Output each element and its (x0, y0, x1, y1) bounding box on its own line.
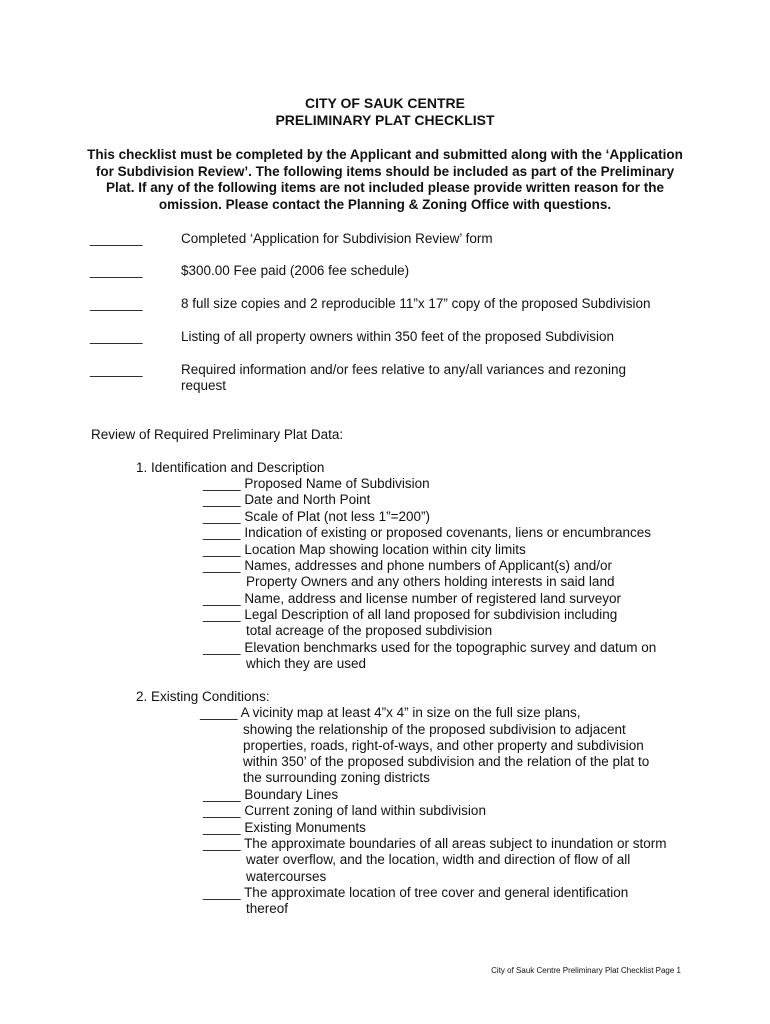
item-blank[interactable]: _____ (203, 787, 241, 802)
item-blank[interactable]: _____ (203, 542, 241, 557)
section-2-item-continued: showing the relationship of the proposed subdivision to adjacent (243, 722, 626, 737)
section-1-item (203, 558, 612, 574)
section-1-item (203, 509, 430, 525)
item-text: Existing Monuments (244, 820, 366, 835)
item-text: Scale of Plat (not less 1”=200”) (244, 509, 431, 524)
section-1-item (203, 525, 651, 541)
section-2-item-continued: properties, roads, right-of-ways, and other property and subdivision (243, 738, 644, 753)
checklist-blank[interactable]: _______ (90, 329, 143, 344)
checklist-blank[interactable]: _______ (90, 296, 143, 311)
section-1-item (203, 607, 617, 623)
item-blank[interactable]: _____ (203, 640, 241, 655)
item-text: The approximate boundaries of all areas subject to inundation or storm (244, 836, 667, 851)
item-blank[interactable]: _____ (203, 476, 241, 491)
section-1-item-continued: Property Owners and any others holding interests in said land (246, 574, 615, 589)
section-2-item-continued: water overflow, and the location, width and direction of flow of all (246, 852, 631, 867)
section-2-item-continued: the surrounding zoning districts (243, 770, 430, 785)
checklist-item-text: Listing of all property owners within 350 feet of the proposed Subdivision (181, 329, 615, 344)
checklist-item-text: Required information and/or fees relative to any/all variances and rezoning (181, 362, 627, 377)
section-1-item-continued: total acreage of the proposed subdivision (246, 623, 493, 638)
item-text: Current zoning of land within subdivision (244, 803, 486, 818)
item-text: A vicinity map at least 4”x 4” in size on the full size plans, (240, 705, 581, 720)
section-1-item (203, 591, 621, 607)
section-2-item (203, 836, 667, 852)
item-blank[interactable]: _____ (203, 885, 241, 900)
section-1-item (203, 492, 370, 508)
item-blank[interactable]: _____ (203, 836, 241, 851)
section-1-item-continued: which they are used (246, 656, 367, 671)
item-blank[interactable]: _____ (203, 492, 241, 507)
section-2-item (203, 885, 628, 901)
item-text: The approximate location of tree cover and general identification (244, 885, 629, 900)
item-text: Location Map showing location within city limits (244, 542, 526, 557)
item-blank[interactable]: _____ (203, 591, 241, 606)
item-blank[interactable]: _____ (203, 525, 241, 540)
item-blank[interactable]: _____ (203, 803, 241, 818)
item-text: Proposed Name of Subdivision (244, 476, 430, 491)
checklist-blank[interactable]: _______ (90, 231, 143, 246)
item-text: Names, addresses and phone numbers of Applicant(s) and/or (244, 558, 613, 573)
section-1-item (203, 640, 656, 656)
item-blank[interactable]: _____ (200, 705, 238, 720)
checklist-item-text-continued: request (181, 378, 227, 393)
document-title-line-1: CITY OF SAUK CENTRE (305, 95, 465, 111)
item-text: Date and North Point (244, 492, 371, 507)
item-blank[interactable]: _____ (203, 820, 241, 835)
checklist-item-text: 8 full size copies and 2 reproducible 11”x 17” copy of the proposed Subdivision (181, 296, 651, 311)
section-2-item (203, 787, 338, 803)
document-title-line-2: PRELIMINARY PLAT CHECKLIST (275, 112, 495, 128)
section-2-item-continued: within 350’ of the proposed subdivision and the relation of the plat to (243, 754, 650, 769)
section-2-heading: 2. Existing Conditions: (136, 689, 270, 704)
section-2-item (203, 820, 366, 836)
section-1-item (203, 476, 430, 492)
review-heading: Review of Required Preliminary Plat Data: (91, 427, 344, 442)
item-blank[interactable]: _____ (203, 558, 241, 573)
item-text: Indication of existing or proposed covenants, liens or encumbrances (244, 525, 652, 540)
checklist-blank[interactable]: _______ (90, 263, 143, 278)
intro-paragraph: This checklist must be completed by the Applicant and submitted along with the ‘Application for Subdivision Review’. The following items should be included as part of the Preliminary Plat. If any of the following items are not included please provide written reason for the omission. Please contact the Planning & Zoning Office with questions. (87, 147, 683, 212)
item-blank[interactable]: _____ (203, 509, 241, 524)
item-text: Boundary Lines (244, 787, 339, 802)
checklist-blank[interactable]: _______ (90, 362, 143, 377)
section-2-item-continued: thereof (246, 901, 289, 916)
section-1-heading: 1. Identification and Description (136, 460, 325, 475)
checklist-item-text: Completed ‘Application for Subdivision Review’ form (181, 231, 493, 246)
item-text: Name, address and license number of registered land surveyor (244, 591, 622, 606)
page-footer: City of Sauk Centre Preliminary Plat Checklist Page 1 (491, 966, 681, 975)
item-blank[interactable]: _____ (203, 607, 241, 622)
section-2-item (203, 803, 486, 819)
item-text: Legal Description of all land proposed for subdivision including (244, 607, 618, 622)
section-1-item (203, 542, 526, 558)
checklist-item-text: $300.00 Fee paid (2006 fee schedule) (181, 263, 410, 278)
section-2-item (200, 705, 580, 721)
section-2-item-continued: watercourses (246, 869, 327, 884)
item-text: Elevation benchmarks used for the topographic survey and datum on (244, 640, 657, 655)
